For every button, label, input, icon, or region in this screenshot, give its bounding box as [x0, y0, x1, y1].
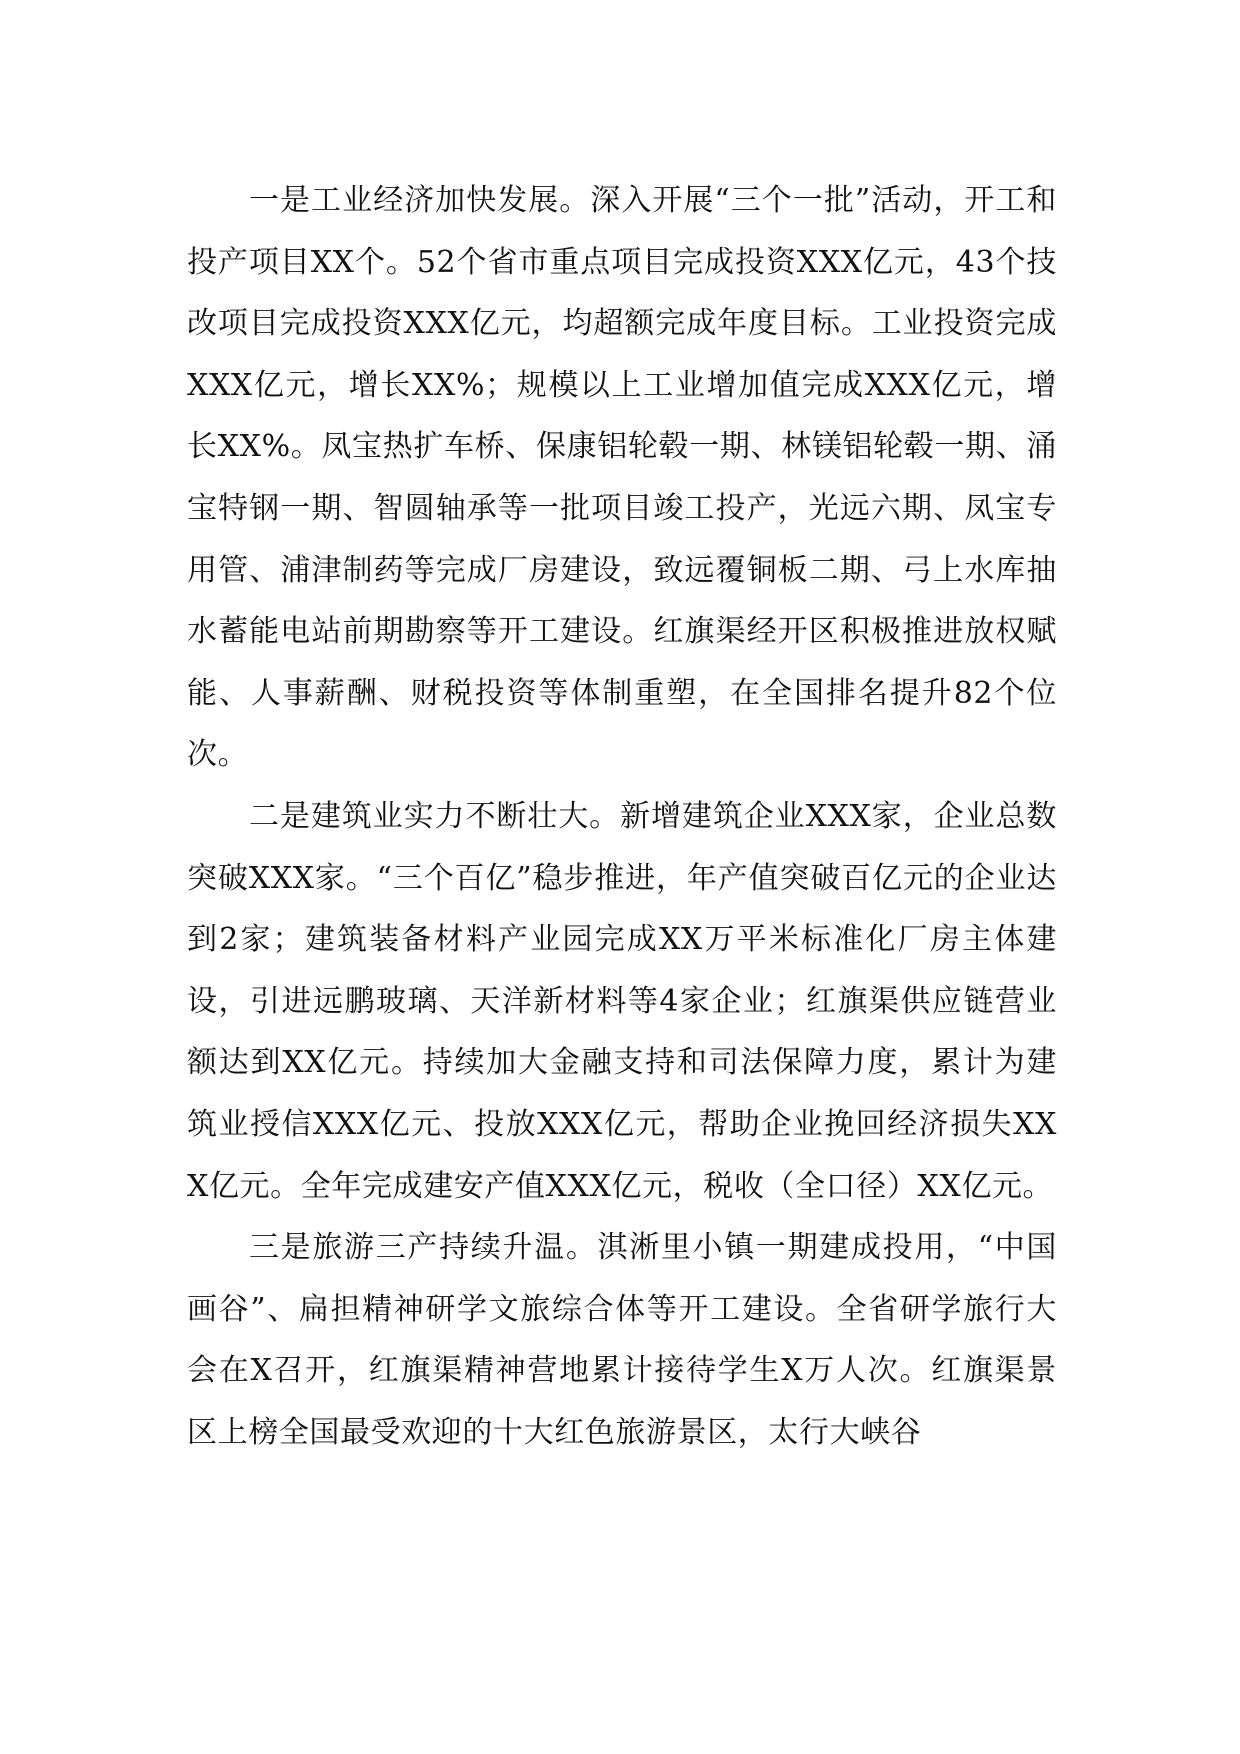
- paragraph-construction-industry: 二是建筑业实力不断壮大。新增建筑企业XXX家，企业总数突破XXX家。“三个百亿”稳步推进，年产值突破百亿元的企业达到2家；建筑装备材料产业园完成XX万平米标准化厂房主体建设，引进远鹏玻璃、天洋新材料等4家企业；红旗渠供应链营业额达到XX亿元。持续加大金融支持和司法保障力度，累计为建筑业授信XXX亿元、投放XXX亿元，帮助企业挽回经济损失XXX亿元。全年完成建安产值XXX亿元，税收（全口径）XX亿元。: [187, 798, 1057, 1204]
- paragraph-industrial-economy: 一是工业经济加快发展。深入开展“三个一批”活动，开工和投产项目XX个。52个省市重点项目完成投资XXX亿元，43个技改项目完成投资XXX亿元，均超额完成年度目标。工业投资完成XXX亿元，增长XX%；规模以上工业增加值完成XXX亿元，增长XX%。凤宝热扩车桥、保康铝轮毂一期、林镁铝轮毂一期、涌宝特钢一期、智圆轴承等一批项目竣工投产，光远六期、凤宝专用管、浦津制药等完成厂房建设，致远覆铜板二期、弓上水库抽水蓄能电站前期勘察等开工建设。红旗渠经开区积极推进放权赋能、人事薪酬、财税投资等体制重塑，在全国排名提升82个位次。: [187, 183, 1057, 773]
- document-body: [187, 170, 1057, 1463]
- paragraph-tourism-tertiary: 三是旅游三产持续升温。淇淅里小镇一期建成投用，“中国画谷”、扁担精神研学文旅综合体等开工建设。全省研学旅行大会在X召开，红旗渠精神营地累计接待学生X万人次。红旗渠景区上榜全国最受欢迎的十大红色旅游景区，太行大峡谷: [187, 1230, 1057, 1450]
